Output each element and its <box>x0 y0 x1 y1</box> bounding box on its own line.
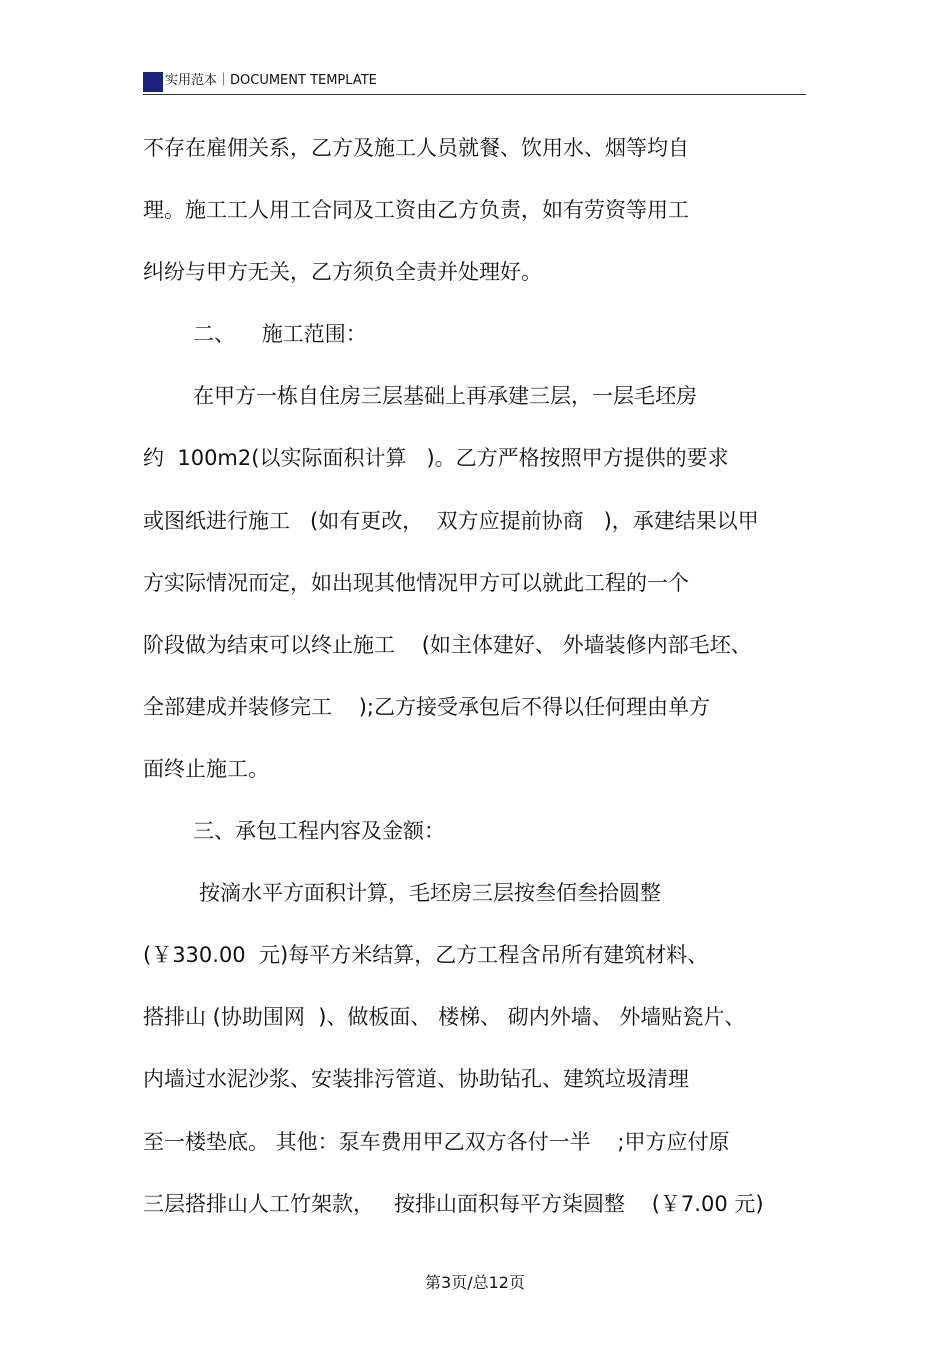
body-line: (￥330.00 元)每平方米结算，乙方工程含吊所有建筑材料、 <box>143 943 709 968</box>
body-line: 阶段做为结束可以终止施工 (如主体建好、 外墙装修内部毛坯、 <box>143 632 752 657</box>
body-line: 理。施工工人用工合同及工资由乙方负责，如有劳资等用工 <box>143 198 689 223</box>
body-line: 搭排山 (协助围网 )、做板面、 楼梯、 砌内外墙、 外墙贴瓷片、 <box>143 1005 746 1030</box>
body-line: 在甲方一栋自住房三层基础上再承建三层，一层毛坯房 <box>193 384 697 409</box>
body-line: 全部建成并装修完工 );乙方接受承包后不得以任何理由单方 <box>143 694 710 719</box>
page-header <box>143 70 806 95</box>
body-line: 内墙过水泥沙浆、安装排污管道、协助钻孔、建筑垃圾清理 <box>143 1067 689 1092</box>
body-line: 面终止施工。 <box>143 756 269 781</box>
body-line: 不存在雇佣关系，乙方及施工人员就餐、饮用水、烟等均自 <box>143 136 689 160</box>
body-line: 方实际情况而定，如出现其他情况甲方可以就此工程的一个 <box>143 570 689 595</box>
section-heading-content: 三、承包工程内容及金额： <box>193 819 445 844</box>
section-heading-scope: 二、 施工范围： <box>193 322 367 347</box>
page-number: 第3页/总12页 <box>425 1273 525 1292</box>
body-line: 三层搭排山人工竹架款， 按排山面积每平方柒圆整 (￥7.00 元) <box>143 1191 764 1216</box>
body-line: 纠纷与甲方无关，乙方须负全责并处理好。 <box>143 260 542 285</box>
body-line: 约 100m2(以实际面积计算 )。乙方严格按照甲方提供的要求 <box>143 446 729 471</box>
body-line: 或图纸进行施工 (如有更改， 双方应提前协商 )，承建结果以甲 <box>143 508 759 533</box>
body-line: 按滴水平方面积计算，毛坯房三层按叁佰叁拾圆整 <box>199 881 661 906</box>
logo-square-icon <box>143 72 163 92</box>
header-label: 实用范本｜DOCUMENT TEMPLATE <box>165 73 377 88</box>
body-line: 至一楼垫底。 其他：泵车费用甲乙双方各付一半 ;甲方应付原 <box>143 1129 730 1154</box>
document-body <box>143 130 823 1248</box>
